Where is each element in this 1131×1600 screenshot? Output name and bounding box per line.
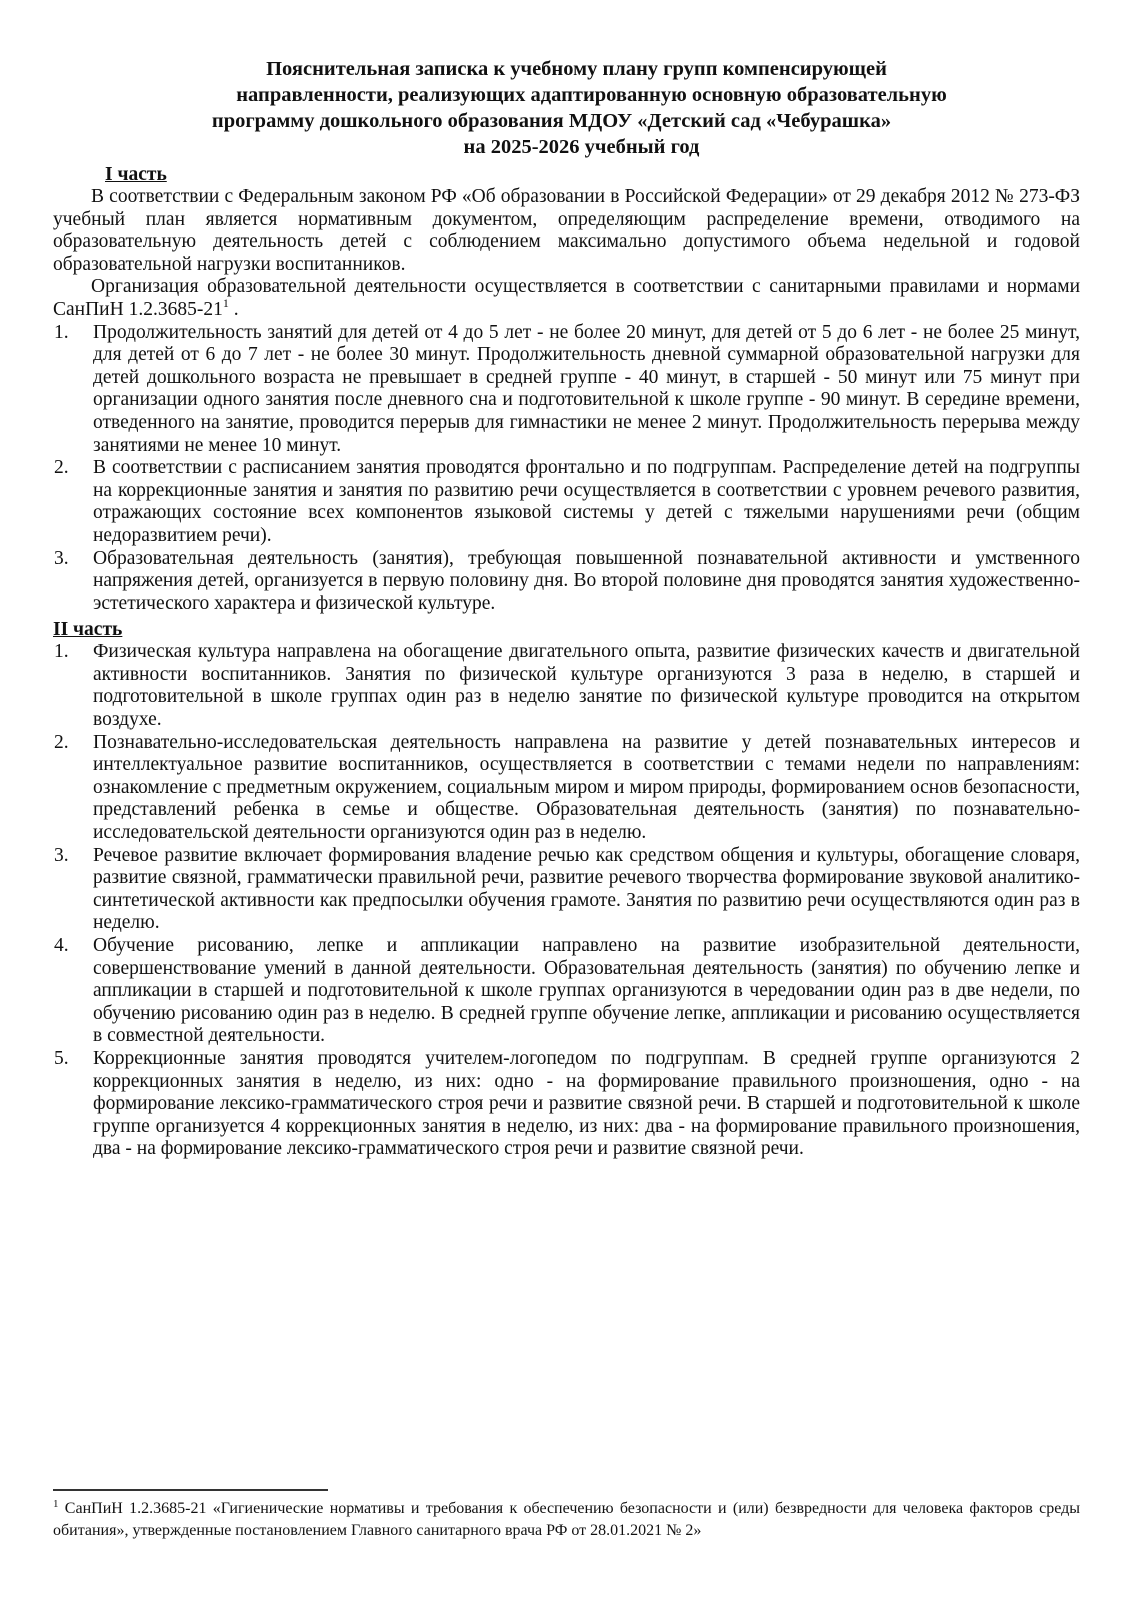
document-page bbox=[53, 56, 1080, 1161]
footnote-number: 1 bbox=[53, 1498, 59, 1510]
part2-heading: II часть bbox=[53, 619, 123, 641]
list-text: Физическая культура направлена на обогащение двигательного опыта, развитие физических качеств и двигательной активности воспитанников. Занятия по физической культуре организуются 3 раза в неделю, в старшей и подготовительной в школе группах один раз в неделю занятие по физической культуре проводится на открытом воздухе. bbox=[93, 641, 1080, 731]
list-text: Обучение рисованию, лепке и аппликации направлено на развитие изобразительной деятельности, совершенствование умений в данной деятельности. Образовательная деятельность (занятия) по обучению лепке и аппликации в старшей и подготовительной к школе группах организуются в чередовании один раз в две недели, по обучению рисованию один раз в неделю. В средней группе обучение лепке, аппликации и рисованию осуществляется в совместной деятельности. bbox=[93, 935, 1080, 1047]
list-item bbox=[53, 457, 1080, 547]
title-line: на 2025-2026 учебный год bbox=[463, 136, 700, 158]
list-number: 5. bbox=[54, 1047, 69, 1069]
list-number: 3. bbox=[54, 547, 69, 569]
footnote-ref[interactable]: 1 bbox=[222, 295, 229, 310]
list-number: 2. bbox=[54, 731, 69, 753]
list-item bbox=[53, 845, 1080, 935]
part1-list bbox=[53, 322, 1080, 616]
title-line: направленности, реализующих адаптированную основную образовательную bbox=[236, 84, 947, 106]
list-item bbox=[53, 641, 1080, 731]
list-text: Продолжительность занятий для детей от 4 до 5 лет - не более 20 минут, для детей от 5 до 6 лет - не более 25 минут, для детей от 6 до 7 лет - не более 30 минут. Продолжительность дневной суммарной образовательной нагрузки для детей дошкольного возраста не превышает в средней группе - 40 минут, в старшей - 50 минут или 75 минут при организации одного занятия после дневного сна и подготовительной к школе группе - 90 минут. В середине времени, отведенного на занятие, проводится перерыв для гимнастики не менее 2 минут. Продолжительность перерыва между занятиями не менее 10 минут. bbox=[93, 321, 1080, 456]
list-text: В соответствии с расписанием занятия проводятся фронтально и по подгруппам. Распределение детей на подгруппы на коррекционные занятия и занятия по развитию речи осуществляется в соответствии с уровнем речевого развития, отражающих состояние всех компонентов языковой системы у детей с тяжелыми нарушениями речи (общим недоразвитием речи). bbox=[93, 457, 1080, 546]
list-item bbox=[53, 935, 1080, 1048]
list-number: 4. bbox=[54, 935, 69, 956]
sanpin-tail: . bbox=[228, 298, 239, 320]
list-number: 1. bbox=[54, 641, 69, 663]
list-item bbox=[53, 322, 1080, 458]
list-item bbox=[53, 1048, 1080, 1161]
list-text: Коррекционные занятия проводятся учителем-логопедом по подгруппам. В средней группе организуются 2 коррекционных занятия в неделю, из них: одно - на формирование правильного произношения, одно - на формирование лексико-грамматического строя речи и развитие связной речи. В старшей и подготовительной к школе группе организуется 4 коррекционных занятия в неделю, из них: два - на формирование правильного произношения, два - на формирование лексико-грамматического строя речи и развитие связной речи. bbox=[93, 1047, 1080, 1160]
list-number: 3. bbox=[54, 844, 69, 866]
part1-heading: I часть bbox=[105, 164, 167, 185]
footnote-separator bbox=[53, 1489, 328, 1491]
document-title bbox=[53, 56, 1080, 160]
list-text: Речевое развитие включает формирования владение речью как средством общения и культуры, обогащение словаря, развитие связной, грамматически правильной речи, развитие речевого творчества формирование звуковой аналитико-синтетической активности как предпосылки обучения грамоте. Занятия по развитию речи осуществляются один раз в неделю. bbox=[93, 844, 1080, 934]
list-item bbox=[53, 732, 1080, 845]
part2-list bbox=[53, 641, 1080, 1161]
list-text: Познавательно-исследовательская деятельность направлена на развитие у детей познавательных интересов и интеллектуальное развитие воспитанников, осуществляется в соответствии с темами недели по направлениям: ознакомление с предметным окружением, социальным миром и миром природы, формированием основ безопасности, представлений ребенка в семье и обществе. Образовательная деятельность (занятия) по познавательно-исследовательской деятельности организуются один раз в неделю. bbox=[93, 731, 1080, 844]
list-item bbox=[53, 548, 1080, 616]
sanpin-text: Организация образовательной деятельности осуществляется в соответствии с санитарными правилами и нормами СанПиН 1.2.3685-21 bbox=[53, 276, 1080, 320]
title-line: программу дошкольного образования МДОУ «Детский сад «Чебурашка» bbox=[211, 110, 892, 132]
footnote-text: СанПиН 1.2.3685-21 «Гигиенические нормативы и требования к обеспечению безопасности и (или) безвредности для человека факторов среды обитания», утвержденные постановлением Главного санитарного врача РФ от 28.01.2021 № 2» bbox=[53, 1500, 1080, 1539]
part1-intro-paragraph: В соответствии с Федеральным законом РФ «Об образовании в Российской Федерации» от 29 декабря 2012 № 273-ФЗ учебный план является нормативным документом, определяющим распределение времени, отводимого на образовательную деятельность детей с соблюдением максимально допустимого объема недельной и годовой образовательной нагрузки воспитанников. bbox=[53, 186, 1080, 275]
list-number: 1. bbox=[54, 321, 69, 343]
list-number: 2. bbox=[54, 457, 69, 479]
title-line: Пояснительная записка к учебному плану групп компенсирующей bbox=[266, 58, 887, 80]
footnote bbox=[53, 1498, 1080, 1542]
part1-sanpin-paragraph bbox=[53, 276, 1080, 321]
list-text: Образовательная деятельность (занятия), требующая повышенной познавательной активности и умственного напряжения детей, организуется в первую половину дня. Во второй половине дня проводятся занятия художественно-эстетического характера и физической культуре. bbox=[93, 547, 1080, 614]
